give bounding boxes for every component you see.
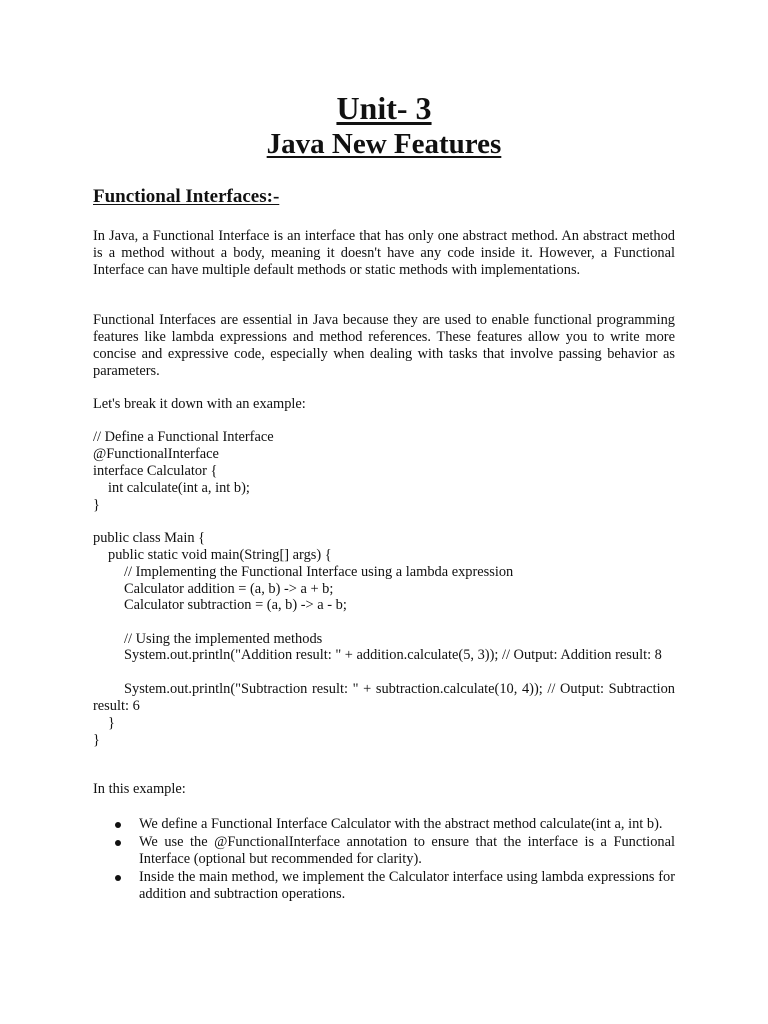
page-title: Java New Features: [266, 128, 502, 160]
code-line: public class Main {: [93, 530, 206, 546]
code-line: // Define a Functional Interface: [93, 429, 274, 445]
paragraph-importance: Functional Interfaces are essential in Java because they are used to enable functional programming features like lambda expressions and method references. These features allow you to write more concise and expressive code, especially when dealing with tasks that involve passing behavior as parameters.: [93, 312, 675, 379]
bullet-icon: [115, 875, 121, 881]
paragraph-example-intro: Let's break it down with an example:: [93, 396, 306, 412]
explanation-list: [93, 816, 675, 904]
unit-title: Unit- 3: [336, 90, 432, 126]
code-line: interface Calculator {: [93, 463, 218, 479]
bullet-icon: [115, 840, 121, 846]
code-line: Calculator subtraction = (a, b) -> a - b;: [124, 597, 347, 613]
bullet-icon: [115, 822, 121, 828]
code-line: // Implementing the Functional Interface using a lambda expression: [124, 564, 514, 580]
paragraph-in-this-example: In this example:: [93, 781, 186, 797]
code-line: @FunctionalInterface: [93, 446, 219, 462]
paragraph-definition: In Java, a Functional Interface is an interface that has only one abstract method. An abstract method is a method without a body, meaning it doesn't have any code inside it. However, a Functional Interface can have multiple default methods or static methods with implementations.: [93, 228, 675, 278]
list-item-text: We define a Functional Interface Calculator with the abstract method calculate(int a, int b).: [139, 816, 663, 832]
code-line: }: [93, 497, 100, 513]
code-line: System.out.println("Subtraction result: " + subtraction.calculate(10, 4)); // Output: Subtraction result: 6: [93, 681, 675, 714]
code-line: Calculator addition = (a, b) -> a + b;: [124, 581, 334, 597]
section-heading: Functional Interfaces:-: [93, 186, 280, 207]
code-line: // Using the implemented methods: [124, 631, 323, 647]
code-line: System.out.println("Addition result: " + addition.calculate(5, 3)); // Output: Addition result: 8: [124, 647, 662, 663]
list-item-text: Inside the main method, we implement the Calculator interface using lambda expressions for addition and subtraction operations.: [139, 869, 675, 902]
code-line: }: [108, 715, 115, 731]
code-line: int calculate(int a, int b);: [108, 480, 250, 496]
list-item-text: We use the @FunctionalInterface annotation to ensure that the interface is a Functional Interface (optional but recommended for clarity).: [139, 834, 675, 867]
list-item: [93, 816, 675, 833]
code-line: public static void main(String[] args) {: [108, 547, 332, 563]
code-line: }: [93, 732, 100, 748]
list-item: [93, 834, 675, 868]
list-item: [93, 869, 675, 903]
